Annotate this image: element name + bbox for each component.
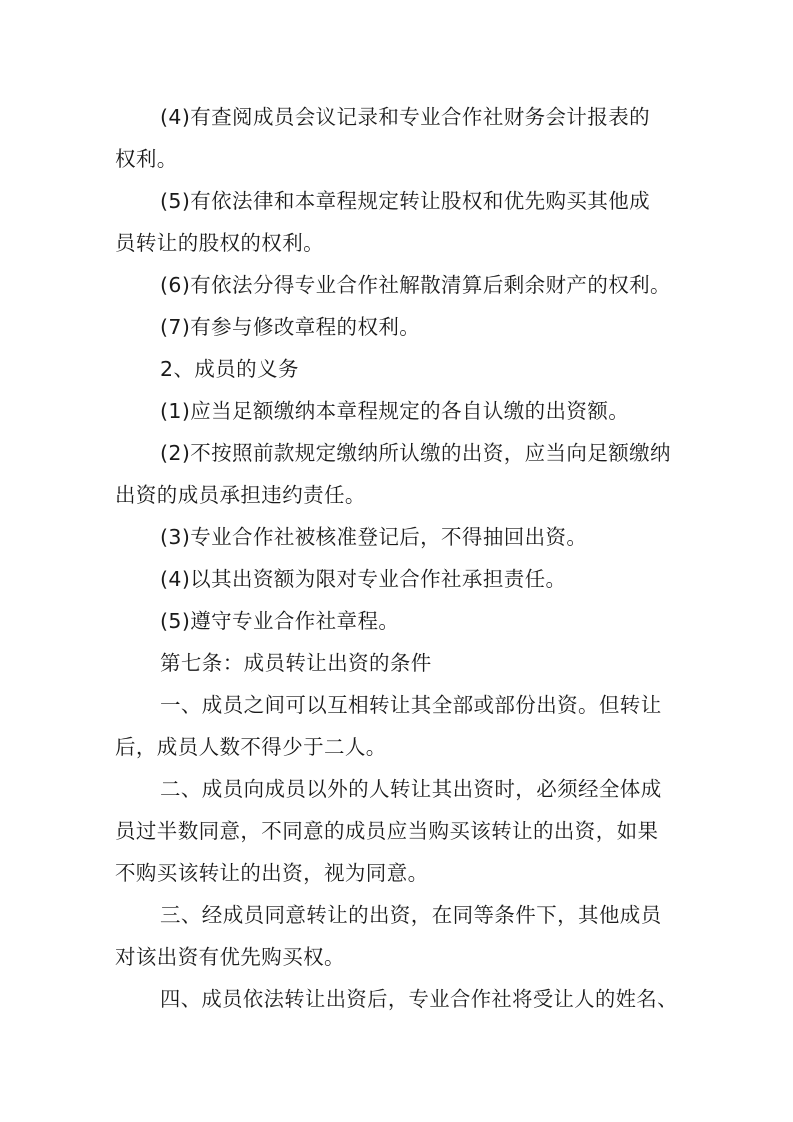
paragraph-line: 员转让的股权的权利。 [115,231,324,255]
paragraph-line: 权利。 [115,147,178,171]
paragraph-line: 不购买该转让的出资，视为同意。 [115,861,429,885]
paragraph-line: 后，成员人数不得少于二人。 [115,735,387,759]
paragraph-line: 出资的成员承担违约责任。 [115,483,366,507]
paragraph-line: 四、成员依法转让出资后，专业合作社将受让人的姓名、 [160,987,678,1011]
article-heading: 第七条：成员转让出资的条件 [160,651,432,675]
section-heading: 2、成员的义务 [160,357,299,381]
paragraph-line: 一、成员之间可以互相转让其全部或部份出资。但转让 [160,693,662,717]
paragraph-line: 员过半数同意，不同意的成员应当购买该转让的出资，如果 [115,819,659,843]
paragraph-line: 对该出资有优先购买权。 [115,945,345,969]
paragraph-line: 二、成员向成员以外的人转让其出资时，必须经全体成 [160,777,662,801]
paragraph-line: (1)应当足额缴纳本章程规定的各自认缴的出资额。 [160,399,630,423]
paragraph-line: (3)专业合作社被核准登记后，不得抽回出资。 [160,525,588,549]
paragraph-line: (2)不按照前款规定缴纳所认缴的出资，应当向足额缴纳 [160,441,671,465]
paragraph-line: (5)遵守专业合作社章程。 [160,609,400,633]
paragraph-line: (4)以其出资额为限对专业合作社承担责任。 [160,567,567,591]
paragraph-line: (4)有查阅成员会议记录和专业合作社财务会计报表的 [160,105,651,129]
paragraph-line: (7)有参与修改章程的权利。 [160,315,421,339]
paragraph-line: (5)有依法律和本章程规定转让股权和优先购买其他成 [160,189,651,213]
paragraph-line: (6)有依法分得专业合作社解散清算后剩余财产的权利。 [160,273,671,297]
paragraph-line: 三、经成员同意转让的出资，在同等条件下，其他成员 [160,903,662,927]
